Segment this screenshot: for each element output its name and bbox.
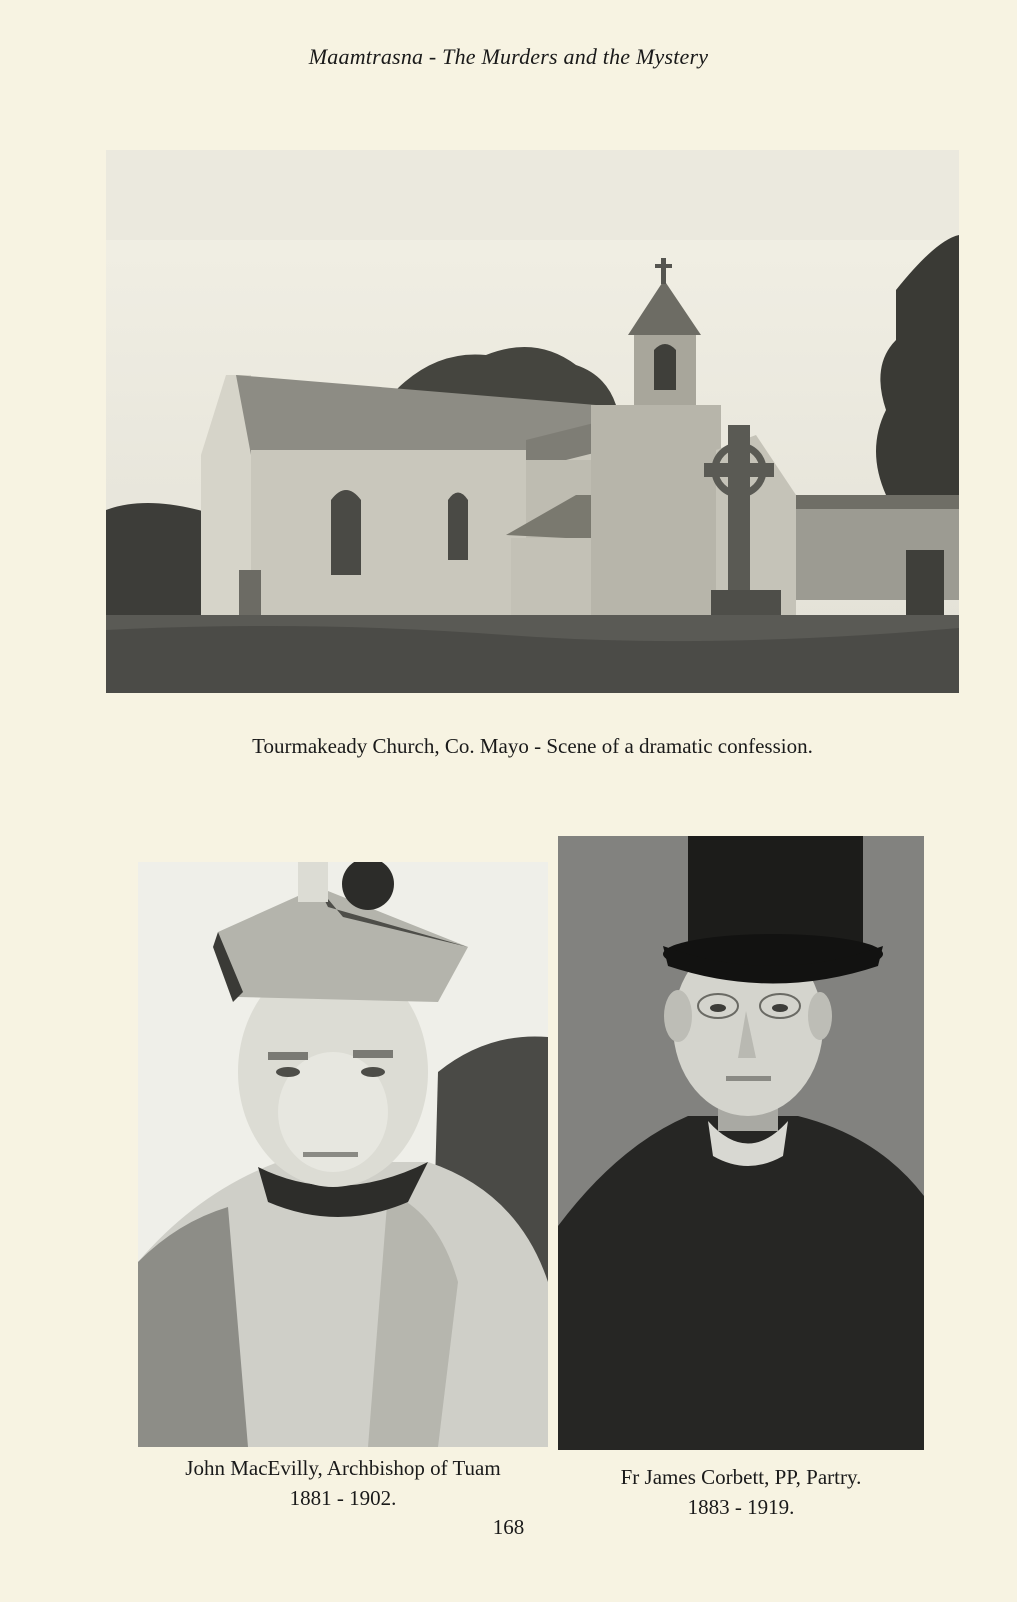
page-number: 168 [492,1515,525,1539]
church-photo-caption: Tourmakeady Church, Co. Mayo - Scene of a dramatic confession. [252,734,813,758]
priest-caption [558,1462,924,1522]
archbishop-portrait-photo [138,862,548,1447]
priest-portrait-photo [558,836,924,1450]
archbishop-caption-name: John MacEvilly, Archbishop of Tuam [185,1456,501,1480]
priest-caption-name: Fr James Corbett, PP, Partry. [620,1465,862,1489]
archbishop-caption [118,1453,568,1513]
archbishop-caption-years: 1881 - 1902. [289,1486,397,1510]
church-photo [106,150,959,693]
running-title: Maamtrasna - The Murders and the Mystery [308,44,709,69]
priest-caption-years: 1883 - 1919. [687,1495,795,1519]
